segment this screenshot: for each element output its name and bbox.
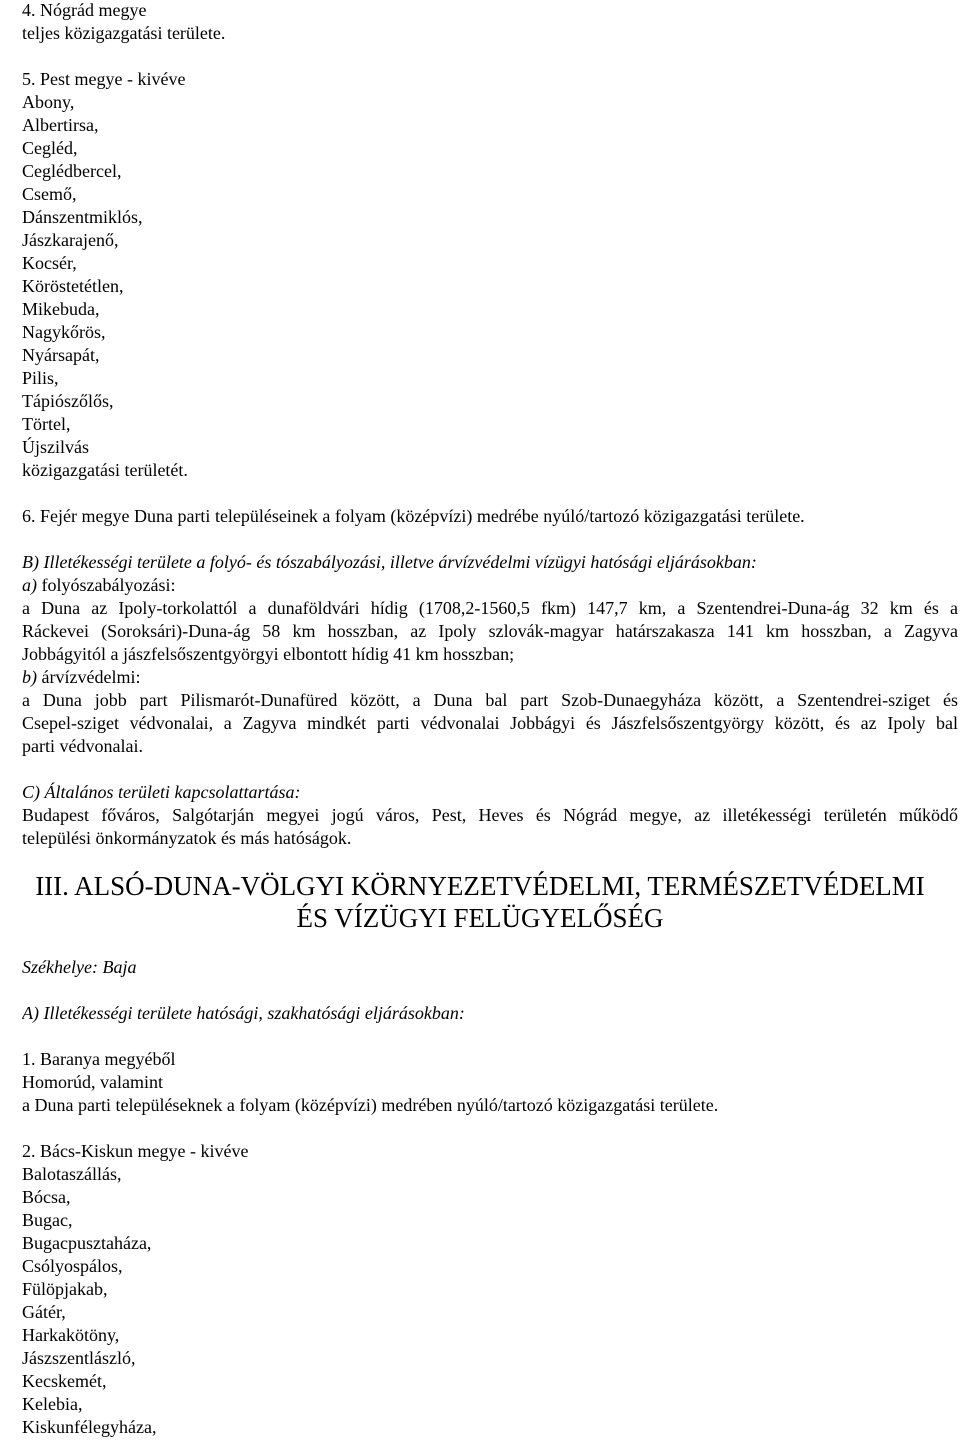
list-item: Kiskunfélegyháza, xyxy=(22,1417,157,1437)
blank-line xyxy=(22,758,958,781)
subsection-title xyxy=(22,666,958,689)
list-text: a Duna parti településeknek a folyam (középvízi) medrében nyúló/tartozó közigazgatási területe. xyxy=(22,1095,719,1115)
list-item: Abony, xyxy=(22,92,75,112)
subsection-title-text: folyószabályozási: xyxy=(41,575,176,595)
list-item: Gátér, xyxy=(22,1302,66,1322)
list-item: Pilis, xyxy=(22,368,59,388)
blank-line xyxy=(22,528,958,551)
list-item: Bugacpusztaháza, xyxy=(22,1233,152,1253)
paragraph-line: települési önkormányzatok és más hatóságok. xyxy=(22,828,352,848)
list-item: Harkakötöny, xyxy=(22,1325,120,1345)
chapter-title xyxy=(22,870,938,934)
blank-line xyxy=(22,1025,958,1048)
list-item: Kelebia, xyxy=(22,1394,83,1414)
paragraph-line: a Duna az Ipoly-torkolattól a dunaföldvári hídig (1708,2-1560,5 fkm) 147,7 km, a Szentendrei-Duna-ág 32 km és a xyxy=(22,598,958,618)
list-item: Újszilvás xyxy=(22,437,89,457)
document-part-2 xyxy=(22,956,958,1439)
chapter-title-line: III. ALSÓ-DUNA-VÖLGYI KÖRNYEZETVÉDELMI, TERMÉSZETVÉDELMI xyxy=(35,871,925,901)
list-item: Jászkarajenő, xyxy=(22,230,119,250)
list-item: Mikebuda, xyxy=(22,299,100,319)
list-item: Kecskemét, xyxy=(22,1371,107,1391)
list-item: Jászszentlászló, xyxy=(22,1348,136,1368)
section-heading: C) Általános területi kapcsolattartása: xyxy=(22,782,301,802)
blank-line xyxy=(22,979,958,1002)
list-item: Bócsa, xyxy=(22,1187,71,1207)
section-heading: B) Illetékességi területe a folyó- és tószabályozási, illetve árvízvédelmi vízügyi hatósági eljárásokban: xyxy=(22,552,757,572)
paragraph-line: Budapest főváros, Salgótarján megyei jogú város, Pest, Heves és Nógrád megye, az illetékességi területén működő xyxy=(22,805,958,825)
list-item: Köröstetétlen, xyxy=(22,276,124,296)
paragraph-line: parti védvonalai. xyxy=(22,736,143,756)
paragraph-line: a Duna jobb part Pilismarót-Dunafüred között, a Duna bal part Szob-Dunaegyháza között, a Szentendrei-sziget és xyxy=(22,690,958,710)
list-item: Fülöpjakab, xyxy=(22,1279,108,1299)
list-item: Kocsér, xyxy=(22,253,77,273)
list-title: 4. Nógrád megye xyxy=(22,0,147,20)
subsection-title-text: árvízvédelmi: xyxy=(41,667,141,687)
list-item: Cegléd, xyxy=(22,138,78,158)
paragraph-line: Csepel-sziget védvonalai, a Zagyva mindkét parti védvonalai Jobbágyi és Jászfelsőszentgyörgy között, és az Ipoly bal xyxy=(22,713,958,733)
paragraph-line: Jobbágyitól a jászfelsőszentgyörgyi elbontott hídig 41 km hosszban; xyxy=(22,644,515,664)
blank-line xyxy=(22,45,958,68)
list-title: 2. Bács-Kiskun megye - kivéve xyxy=(22,1141,249,1161)
list-item: Nagykőrös, xyxy=(22,322,106,342)
section-heading: A) Illetékességi területe hatósági, szakhatósági eljárásokban: xyxy=(22,1003,465,1023)
list-item: Csólyospálos, xyxy=(22,1256,123,1276)
list-item: Nyársapát, xyxy=(22,345,100,365)
list-item: Albertirsa, xyxy=(22,115,99,135)
list-item: Bugac, xyxy=(22,1210,73,1230)
list-title: 6. Fejér megye Duna parti településeinek a folyam (középvízi) medrébe nyúló/tartozó közigazgatási területe. xyxy=(22,506,805,526)
blank-line xyxy=(22,1117,958,1140)
subsection-title xyxy=(22,574,958,597)
list-title: 5. Pest megye - kivéve xyxy=(22,69,186,89)
list-item: Tápiószőlős, xyxy=(22,391,114,411)
paragraph-line: Ráckevei (Soroksári)-Duna-ág 58 km hosszban, az Ipoly szlovák-magyar határszakasza 141 km hosszban, a Zagyva xyxy=(22,621,958,641)
document-part-1 xyxy=(22,0,958,850)
list-text: teljes közigazgatási területe. xyxy=(22,23,226,43)
list-item: Balotaszállás, xyxy=(22,1164,122,1184)
list-item: Ceglédbercel, xyxy=(22,161,122,181)
seat-label: Székhelye: Baja xyxy=(22,957,137,977)
subsection-label: a) xyxy=(22,575,37,595)
list-item: Csemő, xyxy=(22,184,77,204)
blank-line xyxy=(22,482,958,505)
list-item: Dánszentmiklós, xyxy=(22,207,143,227)
chapter-title-line: ÉS VÍZÜGYI FELÜGYELŐSÉG xyxy=(296,903,664,933)
list-text: közigazgatási területét. xyxy=(22,460,188,480)
list-title: 1. Baranya megyéből xyxy=(22,1049,176,1069)
list-text: Homorúd, valamint xyxy=(22,1072,163,1092)
list-item: Törtel, xyxy=(22,414,71,434)
subsection-label: b) xyxy=(22,667,37,687)
